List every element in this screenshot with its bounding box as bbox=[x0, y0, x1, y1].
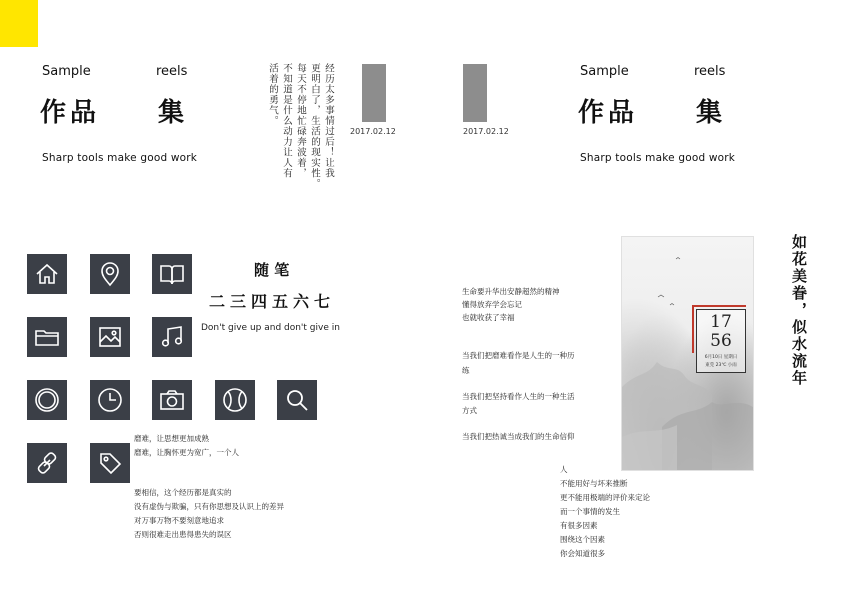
middle-line-p3: 也就收获了幸福 bbox=[462, 313, 515, 322]
vertical-quote-col3: 每天不停地忙碌奔波着， bbox=[295, 63, 306, 179]
bottom-line-5: 有很多因素 bbox=[560, 521, 598, 530]
bottom-line-1: 人 bbox=[560, 465, 568, 474]
middle-line-r2: 方式 bbox=[462, 406, 477, 415]
left-line-a1: 磨难，让思想更加成熟 bbox=[134, 434, 209, 443]
clock-minute: 56 bbox=[710, 331, 732, 351]
middle-line-p1: 生命要升华出安静超然的精神 bbox=[462, 287, 560, 296]
left-title-part2: 集 bbox=[158, 98, 185, 128]
gray-bar-left bbox=[362, 64, 386, 122]
bottom-line-2: 不能用好与坏来推断 bbox=[560, 479, 628, 488]
vertical-quote-col2: 更明白了，生活的现实性。 bbox=[309, 63, 320, 189]
left-title-part1: 作品 bbox=[40, 98, 101, 128]
left-line-b1: 要相信，这个经历都是真实的 bbox=[134, 488, 232, 497]
essay-title: 随 笔 bbox=[254, 261, 290, 279]
middle-line-r1: 当我们把坚持看作人生的一种生活 bbox=[462, 392, 575, 401]
right-sample-word: Sample bbox=[580, 64, 629, 79]
left-line-b4: 否则很难走出患得患失的误区 bbox=[134, 530, 232, 539]
landscape-photo bbox=[621, 236, 754, 471]
left-line-b2: 没有虚伪与欺骗，只有你思想及认识上的差异 bbox=[134, 502, 284, 511]
clock-widget bbox=[696, 309, 746, 373]
date-right: 2017.02.12 bbox=[463, 127, 509, 136]
gray-bar-right bbox=[463, 64, 487, 122]
bottom-line-7: 你会知道很多 bbox=[560, 549, 605, 558]
date-left: 2017.02.12 bbox=[350, 127, 396, 136]
bottom-line-3: 更不能用极端的评价来定论 bbox=[560, 493, 650, 502]
essay-numbers: 二三四五六七 bbox=[209, 292, 336, 311]
ball-icon[interactable] bbox=[215, 380, 255, 420]
vertical-quote-col4: 不知道是什么动力让人有 bbox=[281, 63, 292, 179]
right-title-part1: 作品 bbox=[578, 98, 639, 128]
middle-line-q2: 练 bbox=[462, 366, 470, 375]
left-sample-word: Sample bbox=[42, 64, 91, 79]
link-icon[interactable] bbox=[27, 443, 67, 483]
clock-icon[interactable] bbox=[90, 380, 130, 420]
location-pin-icon[interactable] bbox=[90, 254, 130, 294]
music-icon[interactable] bbox=[152, 317, 192, 357]
bottom-line-6: 围绕这个因素 bbox=[560, 535, 605, 544]
folder-icon[interactable] bbox=[27, 317, 67, 357]
left-line-b3: 对万事万物不要刻意地追求 bbox=[134, 516, 224, 525]
home-icon[interactable] bbox=[27, 254, 67, 294]
record-icon[interactable] bbox=[27, 380, 67, 420]
search-icon[interactable] bbox=[277, 380, 317, 420]
vertical-quote-col1: 经历太多事情过后！让我 bbox=[323, 63, 334, 179]
clock-weather: 東莞 23℃ 小雨 bbox=[705, 363, 737, 368]
middle-line-q1: 当我们把磨难看作是人生的一种历 bbox=[462, 351, 575, 360]
left-line-a2: 磨难，让胸怀更为宽广，一个人 bbox=[134, 448, 239, 457]
image-icon[interactable] bbox=[90, 317, 130, 357]
clock-date: 6月10日 星期日 bbox=[704, 355, 738, 360]
tag-icon[interactable] bbox=[90, 443, 130, 483]
middle-line-p2: 懂得放弃学会忘记 bbox=[462, 300, 522, 309]
right-reels-word: reels bbox=[694, 64, 726, 79]
left-reels-word: reels bbox=[156, 64, 188, 79]
left-tagline: Sharp tools make good work bbox=[42, 152, 198, 164]
right-vertical-poem: 如花美眷，似水流年 bbox=[790, 234, 808, 387]
book-icon[interactable] bbox=[152, 254, 192, 294]
bottom-line-4: 而一个事情的发生 bbox=[560, 507, 620, 516]
clock-hour: 17 bbox=[710, 312, 732, 332]
right-title-part2: 集 bbox=[696, 98, 723, 128]
yellow-accent-square bbox=[0, 0, 38, 47]
right-tagline: Sharp tools make good work bbox=[580, 152, 736, 164]
vertical-quote-col5: 活着的勇气。 bbox=[267, 63, 278, 126]
essay-english: Don't give up and don't give in bbox=[201, 323, 340, 333]
camera-icon[interactable] bbox=[152, 380, 192, 420]
middle-line-s1: 当我们把热诚当成我们的生命信仰 bbox=[462, 432, 575, 441]
